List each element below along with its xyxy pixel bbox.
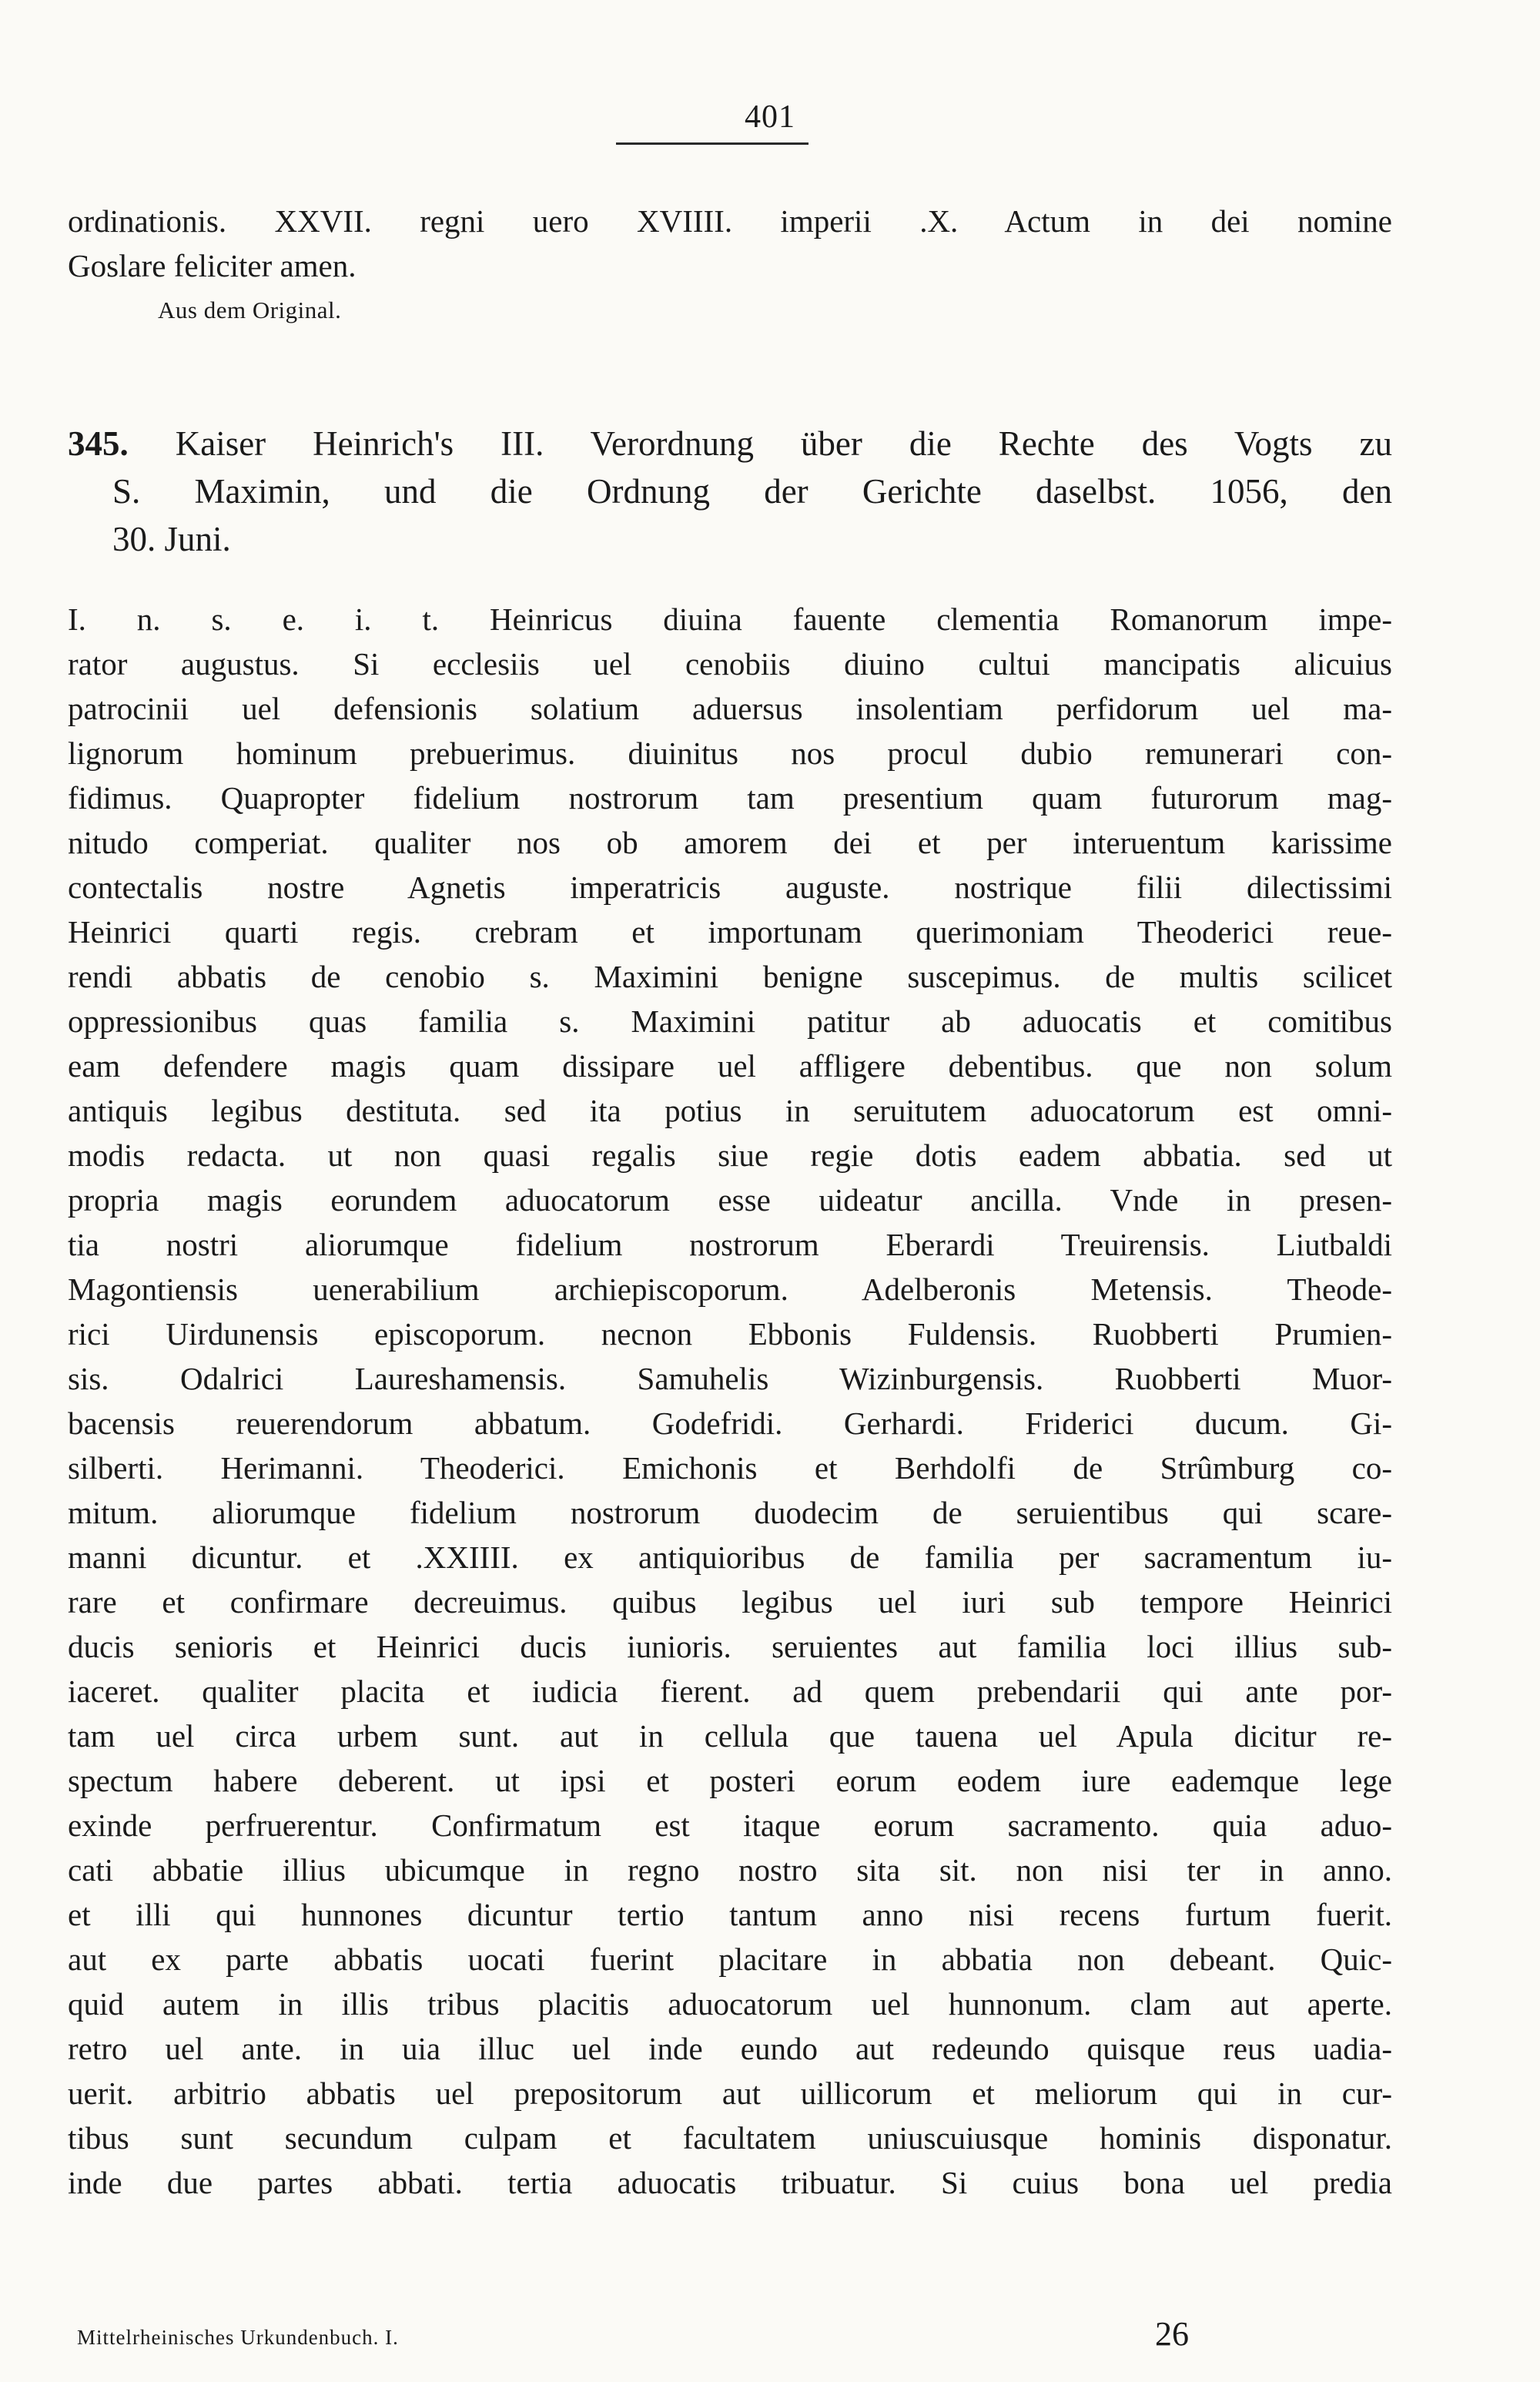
source-note: Aus dem Original. — [158, 296, 342, 323]
body-line: iaceret. qualiter placita et iudicia fierent. ad quem prebendarii qui ante por- — [68, 1673, 1392, 1709]
body-line: cati abbatie illius ubicumque in regno nostro sita sit. non nisi ter in anno. — [68, 1852, 1392, 1888]
body-line: lignorum hominum prebuerimus. diuinitus nos procul dubio remunerari con- — [68, 735, 1392, 771]
body-line: contectalis nostre Agnetis imperatricis auguste. nostrique filii dilectissimi — [68, 869, 1392, 905]
body-line: et illi qui hunnones dicuntur tertio tantum anno nisi recens furtum fuerit. — [68, 1897, 1392, 1932]
document-title-line: 30. Juni. — [112, 520, 231, 558]
body-line: tia nostri aliorumque fidelium nostrorum Eberardi Treuirensis. Liutbaldi — [68, 1227, 1392, 1262]
body-line: nitudo comperiat. qualiter nos ob amorem dei et per interuentum karissime — [68, 825, 1392, 860]
body-line: patrocinii uel defensionis solatium aduersus insolentiam perfidorum uel ma- — [68, 691, 1392, 726]
body-line: antiquis legibus destituta. sed ita potius in seruitutem aduocatorum est omni- — [68, 1093, 1392, 1128]
body-line: ducis senioris et Heinrici ducis iunioris. seruientes aut familia loci illius sub- — [68, 1629, 1392, 1664]
body-line: retro uel ante. in uia illuc uel inde eundo aut redeundo quisque reus uadia- — [68, 2031, 1392, 2066]
body-line: tam uel circa urbem sunt. aut in cellula que tauena uel Apula dicitur re- — [68, 1718, 1392, 1754]
body-line: spectum habere deberent. ut ipsi et posteri eorum eodem iure eademque lege — [68, 1763, 1392, 1798]
body-line: tibus sunt secundum culpam et facultatem uniuscuiusque hominis disponatur. — [68, 2120, 1392, 2156]
body-line: modis redacta. ut non quasi regalis siue regie dotis eadem abbatia. sed ut — [68, 1137, 1392, 1173]
document-title-line: S. Maximin, und die Ordnung der Gerichte daselbst. 1056, den — [112, 472, 1392, 511]
body-line: fidimus. Quapropter fidelium nostrorum tam presentium quam futurorum mag- — [68, 780, 1392, 816]
body-line: sis. Odalrici Laureshamensis. Samuhelis Wizinburgensis. Ruobberti Muor- — [68, 1361, 1392, 1396]
header-rule — [616, 142, 808, 145]
body-line: Heinrici quarti regis. crebram et importunam querimoniam Theoderici reue- — [68, 914, 1392, 950]
page-number: 401 — [745, 99, 795, 135]
body-line: bacensis reuerendorum abbatum. Godefridi. Gerhardi. Friderici ducum. Gi- — [68, 1405, 1392, 1441]
body-line: propria magis eorundem aduocatorum esse uideatur ancilla. Vnde in presen- — [68, 1182, 1392, 1218]
running-footer: Mittelrheinisches Urkundenbuch. I. — [77, 2326, 399, 2349]
body-line: exinde perfruerentur. Confirmatum est itaque eorum sacramento. quia aduo- — [68, 1807, 1392, 1843]
body-line: mitum. aliorumque fidelium nostrorum duodecim de seruientibus qui scare- — [68, 1495, 1392, 1530]
body-line: rendi abbatis de cenobio s. Maximini benigne suscepimus. de multis scilicet — [68, 959, 1392, 994]
body-line: rator augustus. Si ecclesiis uel cenobiis diuino cultui mancipatis alicuius — [68, 646, 1392, 682]
body-line: aut ex parte abbatis uocati fuerint placitare in abbatia non debeant. Quic- — [68, 1941, 1392, 1977]
document-heading — [68, 420, 1392, 563]
body-line: rici Uirdunensis episcoporum. necnon Ebbonis Fuldensis. Ruobberti Prumien- — [68, 1316, 1392, 1352]
intro-paragraph — [68, 199, 1392, 288]
body-line: eam defendere magis quam dissipare uel affligere debentibus. que non solum — [68, 1048, 1392, 1084]
body-line: uerit. arbitrio abbatis uel prepositorum aut uillicorum et meliorum qui in cur- — [68, 2075, 1392, 2111]
body-line: Magontiensis uenerabilium archiepiscoporum. Adelberonis Metensis. Theode- — [68, 1271, 1392, 1307]
body-line: silberti. Herimanni. Theoderici. Emichonis et Berhdolfi de Strûmburg co- — [68, 1450, 1392, 1486]
intro-line: ordinationis. XXVII. regni uero XVIIII. imperii .X. Actum in dei nomine — [68, 203, 1392, 239]
body-line: oppressionibus quas familia s. Maximini patitur ab aduocatis et comitibus — [68, 1003, 1392, 1039]
document-title-line: Kaiser Heinrich's III. Verordnung über die Rechte des Vogts zu — [175, 424, 1392, 463]
charter-text — [68, 597, 1392, 2205]
document-number: 345. — [68, 424, 129, 463]
body-line: inde due partes abbati. tertia aduocatis tribuatur. Si cuius bona uel predia — [68, 2165, 1392, 2200]
body-line: quid autem in illis tribus placitis aduocatorum uel hunnonum. clam aut aperte. — [68, 1986, 1392, 2022]
body-line: I. n. s. e. i. t. Heinricus diuina fauente clementia Romanorum impe- — [68, 601, 1392, 637]
sheet-signature: 26 — [1155, 2315, 1189, 2353]
intro-line: Goslare feliciter amen. — [68, 248, 357, 283]
body-line: manni dicuntur. et .XXIIII. ex antiquioribus de familia per sacramentum iu- — [68, 1539, 1392, 1575]
body-line: rare et confirmare decreuimus. quibus legibus uel iuri sub tempore Heinrici — [68, 1584, 1392, 1620]
